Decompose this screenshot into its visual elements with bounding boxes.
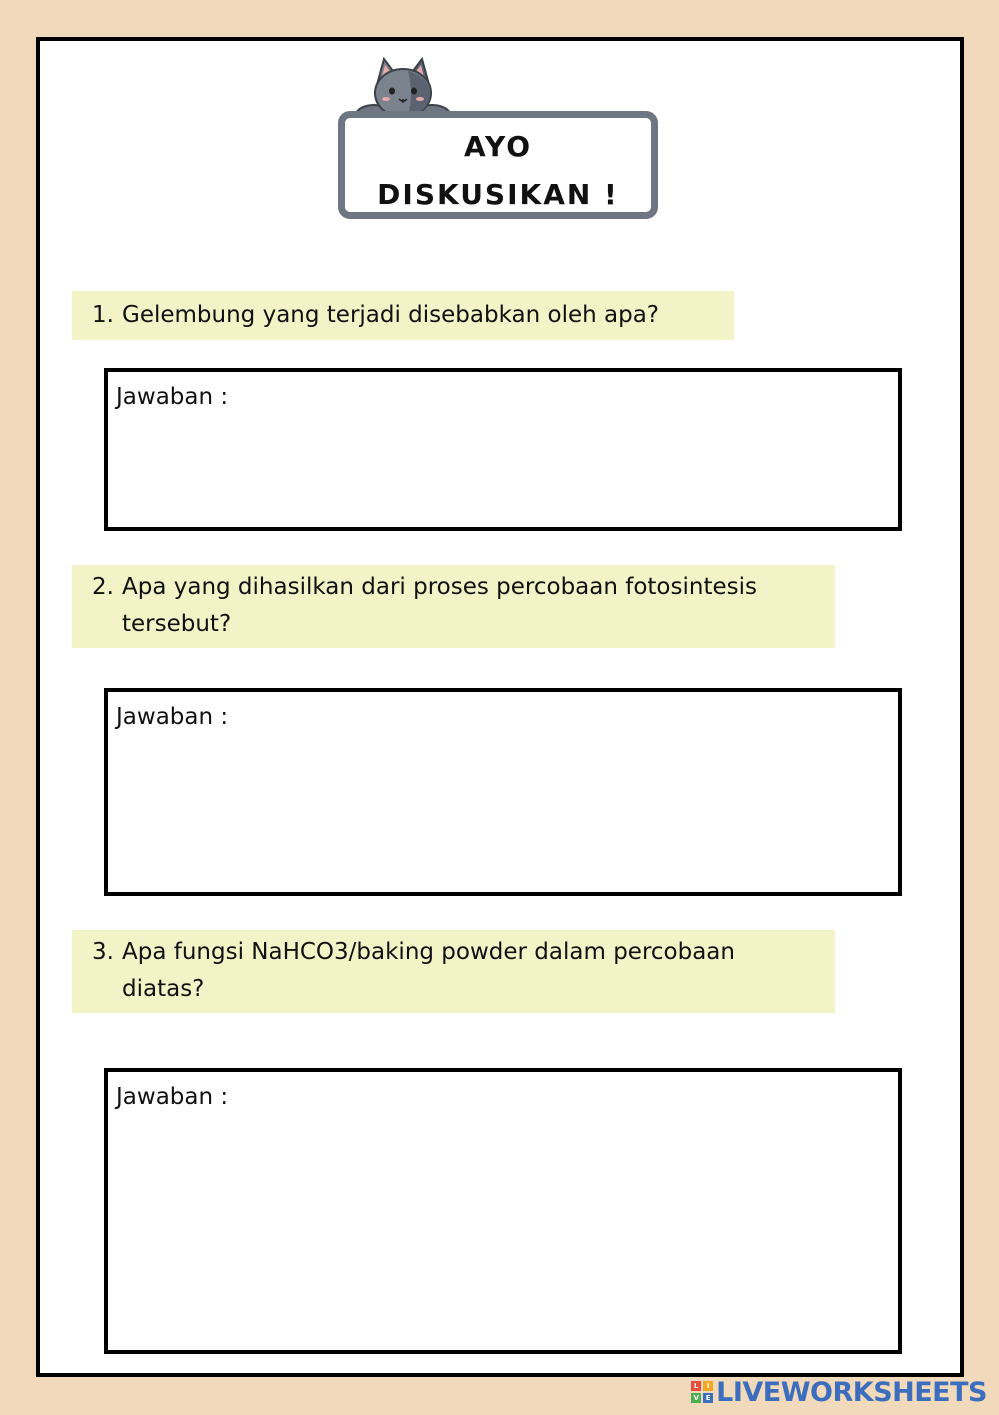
question-text-continued: diatas?	[122, 976, 205, 1002]
answer-label: Jawaban :	[116, 1084, 229, 1110]
page-title-line2: DISKUSIKAN !	[377, 178, 619, 211]
question-3	[72, 930, 835, 1013]
logo-letter: L	[691, 1381, 701, 1391]
question-text-continued: tersebut?	[122, 611, 232, 637]
title-banner	[338, 111, 658, 219]
question-number: 3.	[92, 939, 114, 965]
answer-label: Jawaban :	[116, 704, 229, 730]
question-number: 2.	[92, 574, 114, 600]
liveworksheets-logo-icon	[691, 1381, 713, 1403]
question-text: Apa yang dihasilkan dari proses percobaan fotosintesis	[122, 574, 757, 600]
question-text: Gelembung yang terjadi disebabkan oleh apa?	[122, 302, 659, 328]
logo-letter: E	[703, 1393, 713, 1403]
brand-footer[interactable]	[691, 1377, 987, 1407]
question-number: 1.	[92, 302, 114, 328]
answer-box-1[interactable]	[104, 368, 902, 531]
logo-letter: I	[703, 1381, 713, 1391]
question-1	[72, 291, 734, 340]
answer-box-3[interactable]	[104, 1068, 902, 1354]
logo-letter: V	[691, 1393, 701, 1403]
brand-name: LIVEWORKSHEETS	[716, 1376, 987, 1408]
answer-box-2[interactable]	[104, 688, 902, 896]
answer-label: Jawaban :	[116, 384, 229, 410]
question-text: Apa fungsi NaHCO3/baking powder dalam percobaan	[122, 939, 735, 965]
worksheet-sheet	[36, 37, 964, 1377]
question-2	[72, 565, 835, 648]
page-title-line1: AYO	[463, 130, 533, 163]
